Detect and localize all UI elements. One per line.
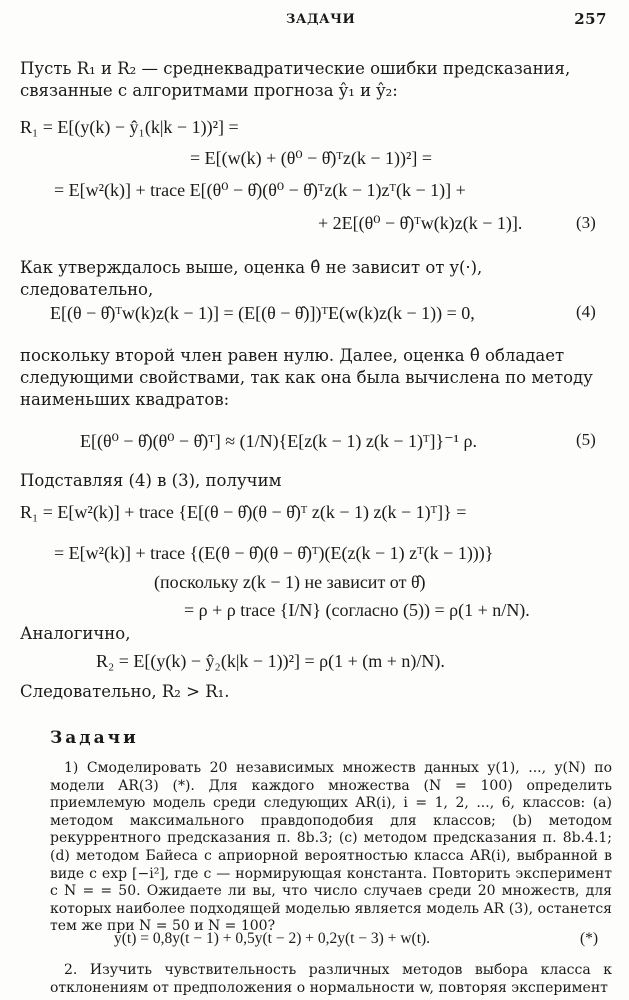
- eq3-line2: = E[(w(k) + (θ⁰ − θ̂)ᵀz(k − 1))²] =: [190, 148, 433, 168]
- page-number: 257: [574, 10, 607, 28]
- eq5-number: (5): [576, 430, 596, 449]
- derivation-line1: R₁ = E[w²(k)] + trace {E[(θ − θ̂)(θ − θ̂)ᵀ z(k − 1) z(k − 1)ᵀ]} =: [20, 502, 467, 522]
- paragraph-similarly: Аналогично,: [20, 624, 131, 643]
- eq3-line4: + 2E[(θ⁰ − θ̂)ᵀw(k)z(k − 1)].: [318, 213, 523, 233]
- intro-paragraph: Пусть R₁ и R₂ — среднеквадратические ошибки предсказания, связанные с алгоритмами прогноза ŷ₁ и ŷ₂:: [20, 59, 571, 100]
- problem-1-equation-tag: (*): [580, 930, 599, 947]
- derivation-line2: = E[w²(k)] + trace {(E(θ − θ̂)(θ − θ̂)ᵀ)(E(z(k − 1) zᵀ(k − 1)))}: [54, 543, 494, 563]
- eq3-line3: = E[w²(k)] + trace E[(θ⁰ − θ̂)(θ⁰ − θ̂)ᵀz(k − 1)zᵀ(k − 1)] +: [54, 180, 466, 200]
- derivation-line4: = ρ + ρ trace {I/N} (согласно (5)) = ρ(1 + n/N).: [184, 600, 530, 620]
- running-head: [0, 8, 629, 32]
- paragraph-properties: поскольку второй член равен нулю. Далее, оценка θ̂ обладает следующими свойствами, так как она была вычислена по методу наименьших квадратов:: [20, 346, 593, 409]
- eq5-line: E[(θ⁰ − θ̂)(θ⁰ − θ̂)ᵀ] ≈ (1/N){E[z(k − 1) z(k − 1)ᵀ]}⁻¹ ρ.: [80, 431, 477, 451]
- derivation-line3: (поскольку z(k − 1) не зависит от θ̂): [154, 572, 426, 592]
- eq4-line: E[(θ − θ̂)ᵀw(k)z(k − 1)] = (E[(θ − θ̂)])ᵀE(w(k)z(k − 1)) = 0,: [50, 303, 475, 323]
- problem-1-equation: y(t) = 0,8y(t − 1) + 0,5y(t − 2) + 0,2y(t − 3) + w(t).: [114, 930, 431, 947]
- eq3-line1: R₁ = E[(y(k) − ŷ₁(k|k − 1))²] =: [20, 117, 239, 137]
- conclusion: Следовательно, R₂ > R₁.: [20, 682, 230, 701]
- running-head-title: ЗАДАЧИ: [286, 12, 356, 27]
- paragraph-substitute: Подставляя (4) в (3), получим: [20, 471, 282, 490]
- section-title-problems: Задачи: [50, 728, 139, 748]
- paragraph-estimate: Как утверждалось выше, оценка θ̂ не зависит от y(·), следовательно,: [20, 258, 483, 299]
- problem-2-text: 2. Изучить чувствительность различных методов выбора класса к отклонениям от предположения о нормальности w, повторяя эксперимент: [50, 962, 612, 996]
- eq3-number: (3): [576, 213, 596, 232]
- problem-1-text: 1) Смоделировать 20 независимых множеств данных y(1), ..., y(N) по модели AR(3) (*). Для каждого множества (N = 100) определить приемлемую модель среди следующих AR(i), i = 1, 2, ..., 6, классов: (a) методом максимального правдоподобия для классов; (b) методом рекуррентного предсказания п. 8b.3; (c) методом предсказания п. 8b.4.1; (d) методом Байеса с априорной вероятностью класса AR(i), выбранной в виде c exp [−i²], где c — нормирующая константа. Повторить эксперимент с N = = 50. Ожидаете ли вы, что число случаев среди 20 множеств, для которых наиболее подходящей моделью является модель AR (3), останется тем же при N = 50 и N = 100?: [50, 760, 612, 935]
- eq-r2: R₂ = E[(y(k) − ŷ₂(k|k − 1))²] = ρ(1 + (m + n)/N).: [96, 651, 445, 671]
- eq4-number: (4): [576, 302, 596, 321]
